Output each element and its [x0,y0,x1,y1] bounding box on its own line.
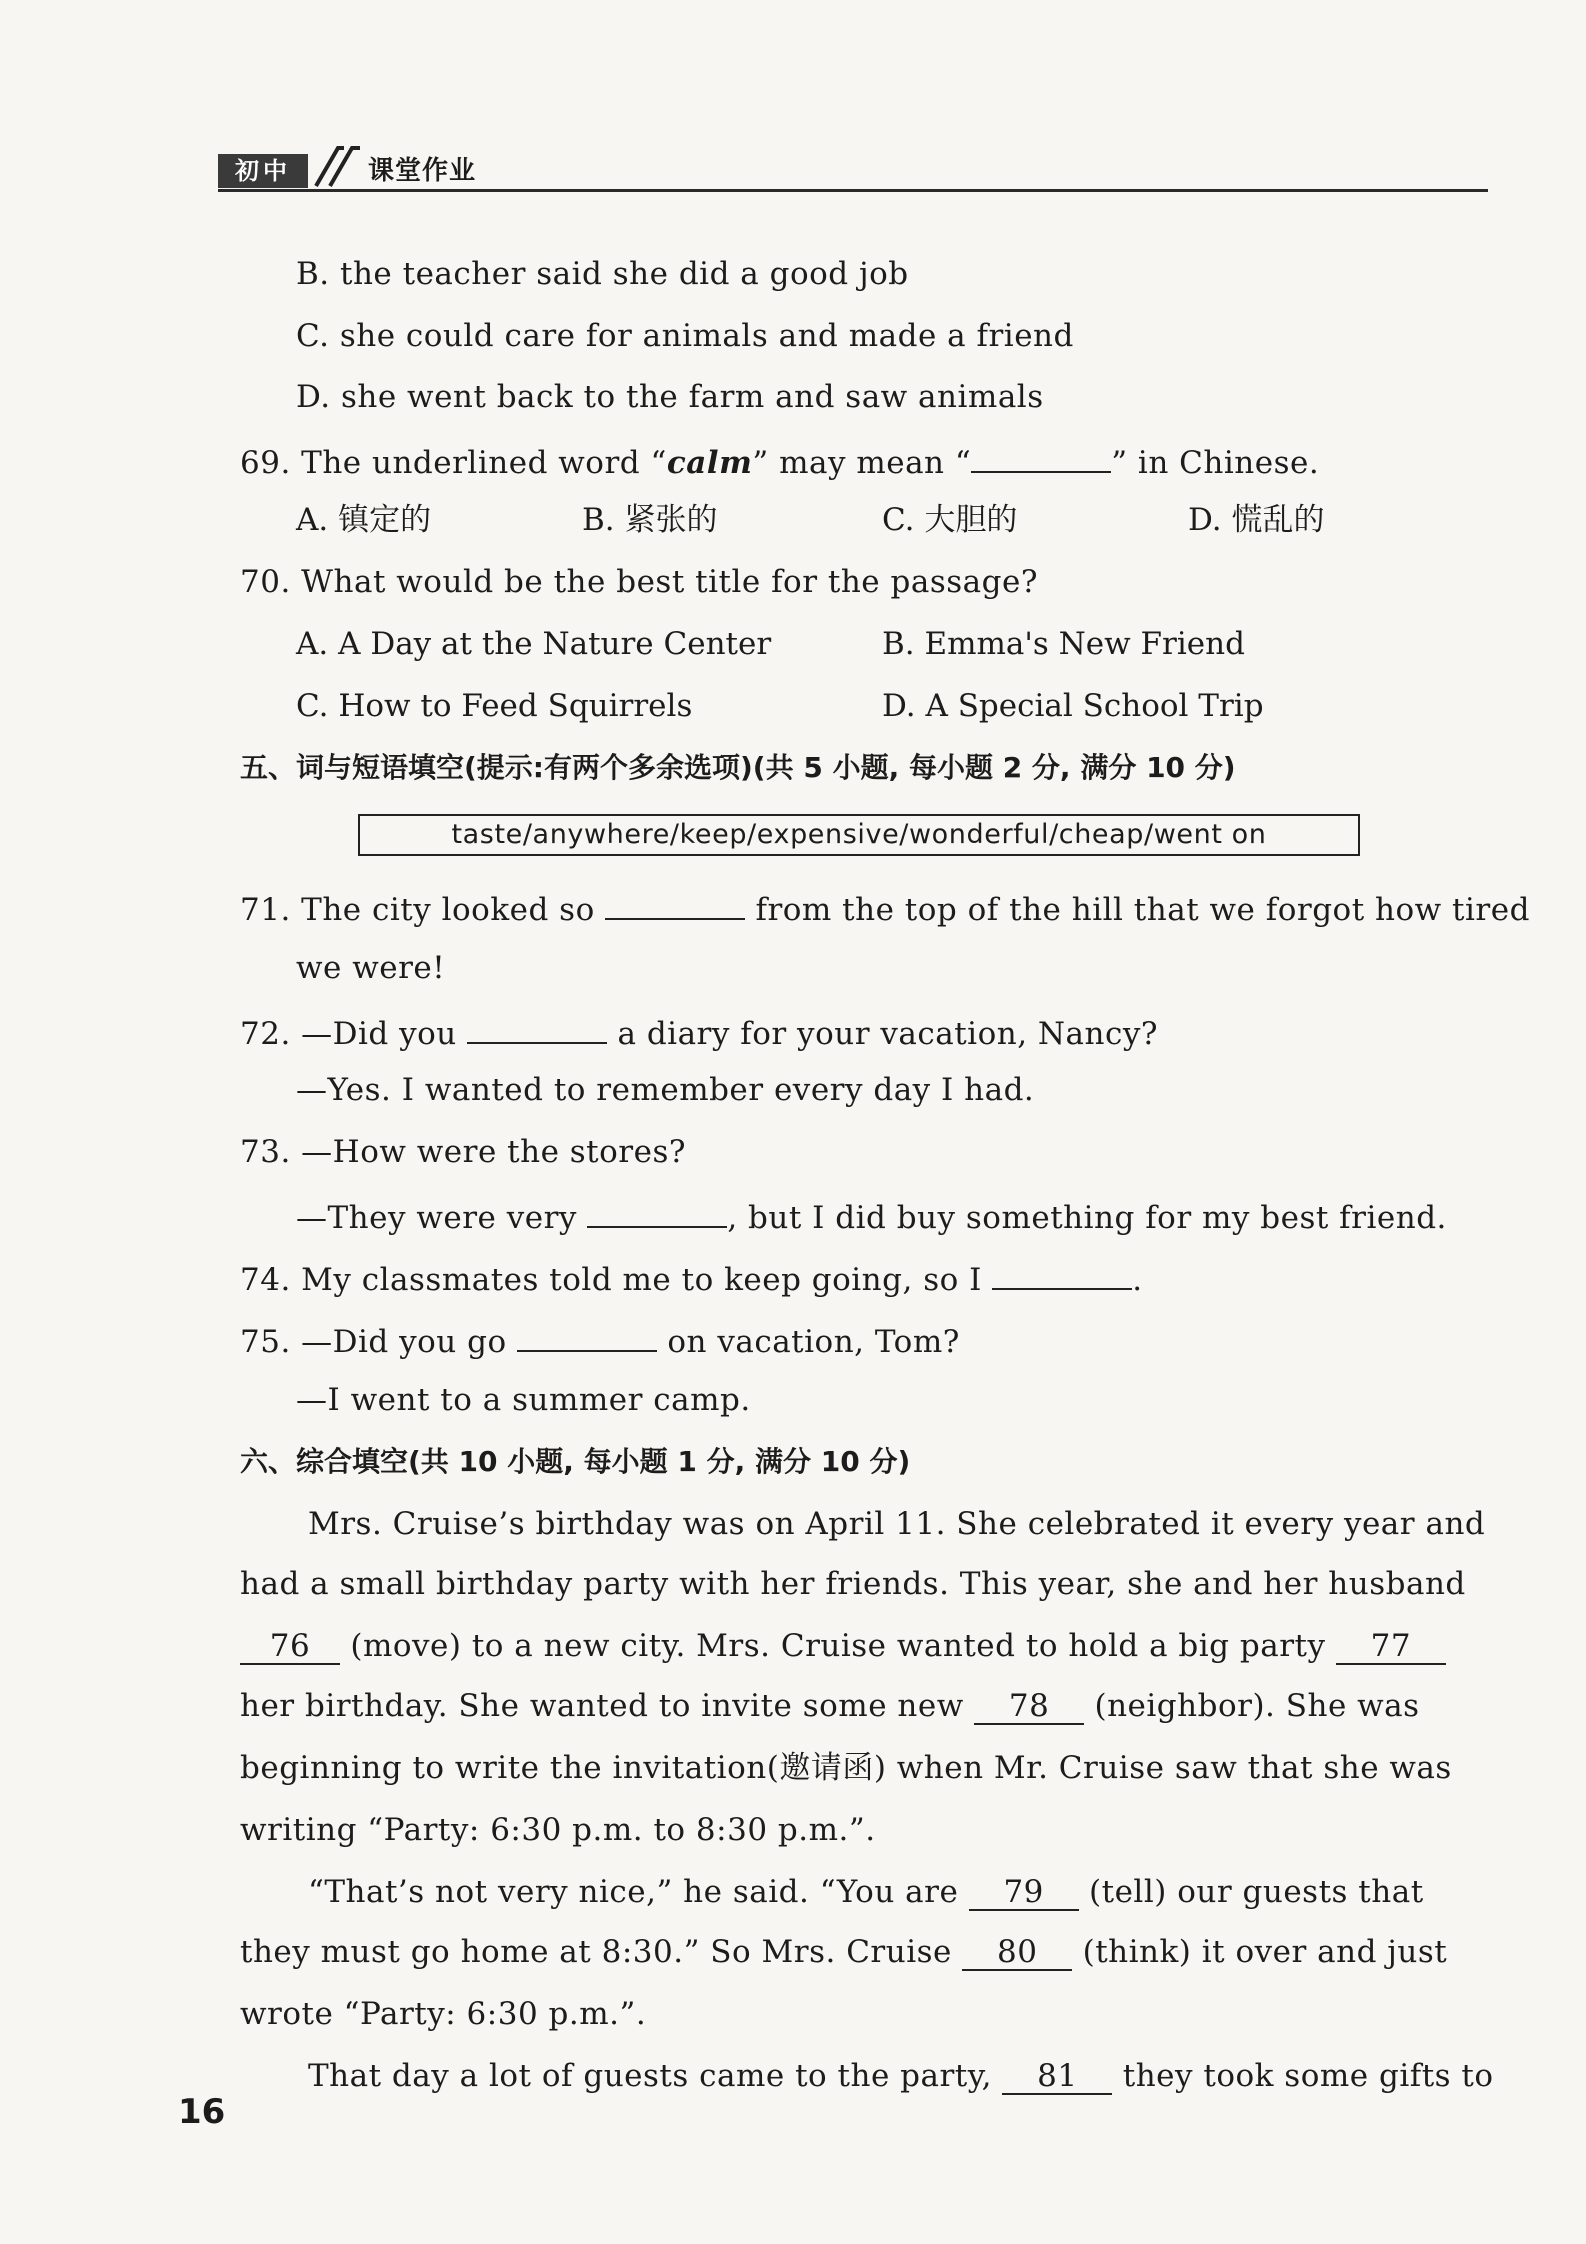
word-bank-box: taste/anywhere/keep/expensive/wonderful/cheap/went on [358,814,1360,856]
q71-pre: 71. The city looked so [240,892,595,928]
q71-stem [240,884,1530,932]
q69-stem-mid: ” may mean “ [752,445,972,481]
double-chevron-icon [308,138,368,190]
q72-pre: 72. —Did you [240,1016,457,1052]
q71-answer-blank[interactable] [605,884,745,920]
q75-post: on vacation, Tom? [667,1324,960,1360]
q69-option-a: A. 镇定的 [296,502,432,538]
q68-option-b: B. the teacher said she did a good job [296,256,909,292]
section6-title: 六、综合填空(共 10 小题, 每小题 1 分, 满分 10 分) [240,1445,911,1478]
passage-line-8 [240,1930,1447,1974]
header-level-tab: 初中 [218,154,308,188]
passage-line-10-text-b: they took some gifts to [1122,2058,1494,2094]
passage-line-2: had a small birthday party with her friends. This year, she and her husband [240,1566,1466,1602]
q71-post: from the top of the hill that we forgot how tired [755,892,1530,928]
q75-stem [240,1316,960,1364]
q68-option-d: D. she went back to the farm and saw animals [296,379,1044,415]
q70-option-c: C. How to Feed Squirrels [296,688,693,724]
q73-response [296,1192,1447,1240]
blank-81[interactable]: 81 [1002,2059,1112,2095]
header-divider [218,189,1488,192]
q70-stem: 70. What would be the best title for the passage? [240,564,1038,600]
q69-option-d: D. 慌乱的 [1188,502,1325,538]
q70-option-a: A. A Day at the Nature Center [296,626,772,662]
q71-continuation: we were! [296,950,446,986]
passage-line-3 [240,1624,1446,1668]
passage-line-3-text: (move) to a new city. Mrs. Cruise wanted to hold a big party [350,1628,1326,1664]
passage-line-7-text-a: “That’s not very nice,” he said. “You are [308,1874,959,1910]
q70-option-b: B. Emma's New Friend [882,626,1245,662]
page-header [218,138,1488,198]
passage-line-1: Mrs. Cruise’s birthday was on April 11. She celebrated it every year and [308,1506,1486,1542]
q69-answer-blank[interactable] [971,437,1111,473]
q69-stem-post: ” in Chinese. [1111,445,1320,481]
passage-line-4-text-b: (neighbor). She was [1094,1688,1420,1724]
header-title: 课堂作业 [368,156,477,186]
q75-pre: 75. —Did you go [240,1324,507,1360]
blank-77[interactable]: 77 [1336,1629,1446,1665]
q69-stem [240,437,1319,485]
blank-80[interactable]: 80 [962,1935,1072,1971]
blank-76[interactable]: 76 [240,1629,340,1665]
q73-answer-blank[interactable] [587,1192,727,1228]
q74-stem [240,1254,1143,1302]
q74-post: . [1132,1262,1143,1298]
q74-pre: 74. My classmates told me to keep going, so I [240,1262,982,1298]
q72-post: a diary for your vacation, Nancy? [617,1016,1158,1052]
passage-line-10 [308,2054,1494,2098]
passage-line-5: beginning to write the invitation(邀请函) when Mr. Cruise saw that she was [240,1750,1452,1786]
passage-line-8-text-a: they must go home at 8:30.” So Mrs. Cruise [240,1934,952,1970]
passage-line-8-text-b: (think) it over and just [1082,1934,1448,1970]
q69-underlined-word: calm [666,445,753,481]
passage-line-7-text-b: (tell) our guests that [1089,1874,1424,1910]
q73-post: , but I did buy something for my best friend. [727,1200,1447,1236]
q75-answer-line: —I went to a summer camp. [296,1382,751,1418]
passage-line-4-text-a: her birthday. She wanted to invite some new [240,1688,964,1724]
q69-stem-pre: 69. The underlined word “ [240,445,667,481]
q72-stem [240,1008,1158,1056]
q72-answer-line: —Yes. I wanted to remember every day I had. [296,1072,1035,1108]
blank-78[interactable]: 78 [974,1689,1084,1725]
passage-line-9: wrote “Party: 6:30 p.m.”. [240,1996,647,2032]
page-number: 16 [178,2092,226,2132]
passage-line-6: writing “Party: 6:30 p.m. to 8:30 p.m.”. [240,1812,876,1848]
q69-option-b: B. 紧张的 [582,502,718,538]
q73-stem: 73. —How were the stores? [240,1134,686,1170]
q69-option-c: C. 大胆的 [882,502,1018,538]
q68-option-c: C. she could care for animals and made a friend [296,318,1074,354]
q74-answer-blank[interactable] [992,1254,1132,1290]
passage-line-7 [308,1870,1424,1914]
passage-line-4 [240,1684,1420,1728]
passage-line-10-text-a: That day a lot of guests came to the party, [308,2058,993,2094]
blank-79[interactable]: 79 [969,1875,1079,1911]
q75-answer-blank[interactable] [517,1316,657,1352]
q70-option-d: D. A Special School Trip [882,688,1264,724]
q73-pre: —They were very [296,1200,577,1236]
section5-title: 五、词与短语填空(提示:有两个多余选项)(共 5 小题, 每小题 2 分, 满分 10 分) [240,751,1236,784]
q72-answer-blank[interactable] [467,1008,607,1044]
